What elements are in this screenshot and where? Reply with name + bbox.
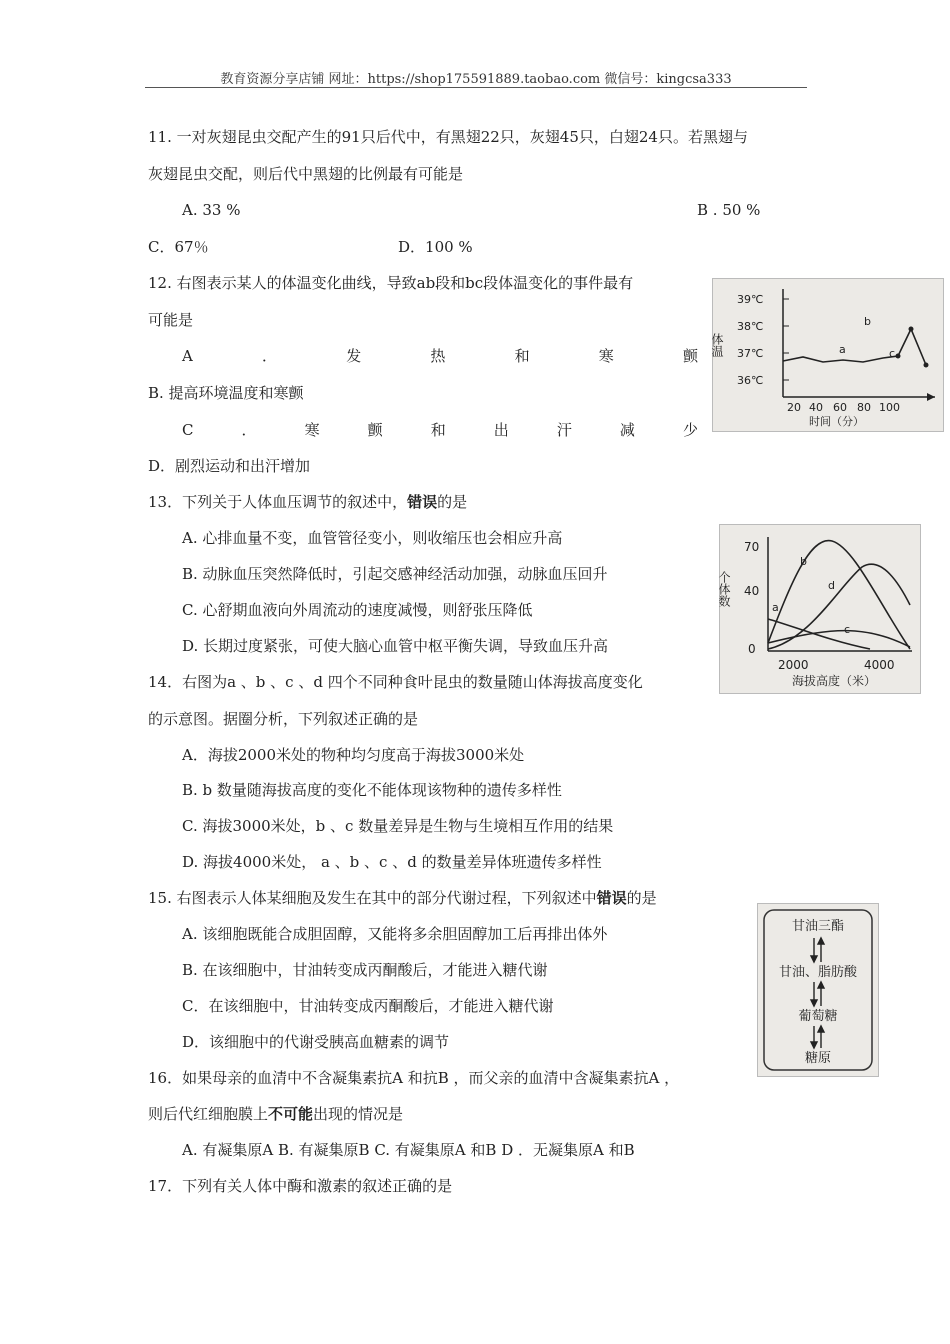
point-c-marker [924, 363, 929, 368]
q15-stem-bold: 错误 [596, 889, 627, 907]
q15-option-c: C．在该细胞中，甘油转变成丙酮酸后，才能进入糖代谢 [182, 997, 554, 1015]
q15-stem-pre: 15. 右图表示人体某细胞及发生在其中的部分代谢过程，下列叙述中 [148, 889, 597, 907]
alt-y-tick: 0 [748, 642, 756, 656]
q12-a-char: 寒 [598, 347, 614, 365]
temp-tick-label: 37℃ [737, 347, 764, 360]
q16-stem-line2 [148, 1104, 403, 1124]
page-header: 教育资源分享店铺 网址：https://shop175591889.taobao.com 微信号：kingcsa333 [220, 72, 732, 87]
q15-option-b: B. 在该细胞中，甘油转变成丙酮酸后，才能进入糖代谢 [182, 961, 548, 979]
temp-x-axis-label: 时间（分） [809, 415, 864, 428]
q17-stem-line1: 17．下列有关人体中酶和激素的叙述正确的是 [148, 1177, 453, 1195]
q12-c-char: C [182, 421, 194, 439]
q16-stem-pre: 则后代红细胞膜上 [148, 1105, 269, 1123]
q13-option-b: B. 动脉血压突然降低时，引起交感神经活动加强，动脉血压回升 [182, 565, 608, 583]
body-temperature-graph [710, 279, 943, 431]
q14-option-d: D. 海拔4000米处， a 、b 、c 、d 的数量差异体班遗传多样性 [182, 853, 602, 871]
alt-x-tick: 4000 [864, 658, 895, 672]
q15-stem [148, 888, 657, 908]
q12-c-char: 汗 [556, 421, 572, 439]
q12-c-char: 寒 [304, 421, 320, 439]
temp-tick-label: 36℃ [737, 374, 764, 387]
q16-stem-bold: 不可能 [268, 1105, 314, 1123]
q12-c-char: 少 [682, 421, 698, 439]
curve-c [768, 631, 910, 647]
q14-option-a: A．海拔2000米处的物种均匀度高于海拔3000米处 [182, 746, 525, 764]
q12-a-char: 和 [514, 347, 530, 365]
q11-stem-line2: 灰翅昆虫交配，则后代中黑翅的比例最有可能是 [148, 165, 464, 183]
curve-a-label: a [772, 601, 779, 614]
q12-c-char: 颤 [367, 421, 383, 439]
alt-x-tick: 2000 [778, 658, 809, 672]
q14-option-c: C. 海拔3000米处，b 、c 数量差异是生物与生境相互作用的结果 [182, 817, 614, 835]
q12-stem-line1: 12. 右图表示某人的体温变化曲线，导致ab段和bc段体温变化的事件最有 [148, 274, 634, 292]
q16-options: A. 有凝集原A B. 有凝集原B C. 有凝集原A 和B D ．无凝集原A 和B [182, 1141, 635, 1159]
altitude-insect-graph [717, 525, 920, 693]
q13-option-a: A. 心排血量不变，血管管径变小，则收缩压也会相应升高 [182, 529, 563, 547]
q12-stem-line2: 可能是 [148, 311, 194, 329]
q12-a-char: ． [262, 347, 278, 365]
glycogen-label: 糖原 [804, 1051, 832, 1066]
q11-option-d: D．100 % [398, 238, 473, 256]
curve-a [768, 619, 870, 649]
cell-metabolism-figure [757, 903, 879, 1077]
temp-x-tick: 80 [857, 401, 871, 414]
q12-a-char: 热 [430, 347, 446, 365]
glucose-label: 葡萄糖 [798, 1009, 838, 1024]
q12-option-c [182, 420, 698, 440]
point-a-label: a [839, 343, 846, 356]
q15-option-d: D．该细胞中的代谢受胰高血糖素的调节 [182, 1033, 450, 1051]
q12-a-char: A [182, 347, 193, 365]
temp-x-arrow [927, 393, 935, 401]
q12-c-char: 减 [619, 421, 635, 439]
q14-stem-line1: 14．右图为a 、b 、c 、d 四个不同种食叶昆虫的数量随山体海拔高度变化 [148, 673, 643, 691]
alt-x-axis-label: 海拔高度（米） [792, 674, 877, 688]
q12-option-d: D．剧烈运动和出汗增加 [148, 457, 311, 475]
cell-metabolism-diagram [758, 904, 878, 1076]
body-temperature-figure [712, 278, 944, 432]
q12-c-char: 出 [493, 421, 509, 439]
arrow-pair-3 [811, 1026, 824, 1048]
temp-x-tick: 60 [833, 401, 847, 414]
curve-d-label: d [828, 579, 835, 592]
temp-x-tick: 20 [787, 401, 801, 414]
temperature-curve [783, 329, 926, 365]
altitude-insect-figure [719, 524, 921, 694]
point-b-marker [909, 327, 914, 332]
arrow-pair-1 [811, 938, 824, 962]
q12-c-char: ． [241, 421, 257, 439]
curve-b-label: b [800, 555, 807, 568]
q13-option-d: D. 长期过度紧张，可使大脑心血管中枢平衡失调，导致血压升高 [182, 637, 609, 655]
alt-y-axis-label: 个体数 [717, 571, 731, 607]
q14-option-b: B. b 数量随海拔高度的变化不能体现该物种的遗传多样性 [182, 781, 562, 799]
curve-b [768, 541, 910, 649]
q13-stem-bold: 错误 [407, 493, 438, 511]
curve-d [768, 564, 910, 649]
q13-stem [148, 492, 467, 512]
q16-stem-line1: 16．如果母亲的血清中不含凝集素抗A 和抗B ，而父亲的血清中含凝集素抗A ， [148, 1069, 680, 1087]
q13-stem-post: 的是 [437, 493, 468, 511]
point-c-label: c [889, 347, 896, 360]
q11-stem-line1: 11. 一对灰翅昆虫交配产生的91只后代中，有黑翅22只，灰翅45只，白翅24只。若黑翅与 [148, 128, 748, 146]
q15-option-a: A. 该细胞既能合成胆固醇，又能将多余胆固醇加工后再排出体外 [182, 925, 608, 943]
cell-outline [764, 910, 872, 1070]
q15-stem-post: 的是 [626, 889, 657, 907]
q13-stem-pre: 13．下列关于人体血压调节的叙述中， [148, 493, 408, 511]
q12-a-char: 颤 [682, 347, 698, 365]
curve-c-label: c [844, 623, 851, 636]
alt-y-tick: 70 [744, 540, 760, 554]
q11-option-a: A. 33 % [182, 201, 241, 219]
q11-option-b: B . 50 % [697, 201, 761, 219]
q12-a-char: 发 [346, 347, 362, 365]
q11-option-c: C．67％ [148, 238, 209, 256]
temp-tick-label: 38℃ [737, 320, 764, 333]
q14-stem-line2: 的示意图。据圈分析，下列叙述正确的是 [148, 710, 419, 728]
arrow-pair-2 [811, 982, 824, 1006]
temp-x-tick: 40 [809, 401, 823, 414]
q16-stem-post: 出现的情况是 [313, 1105, 404, 1123]
q12-option-a [182, 346, 698, 366]
point-a-marker [896, 354, 901, 359]
triglyceride-label: 甘油三酯 [791, 919, 845, 934]
q12-c-char: 和 [430, 421, 446, 439]
temp-x-tick: 100 [879, 401, 900, 414]
header-divider [145, 87, 807, 88]
temp-tick-label: 39℃ [737, 293, 764, 306]
q12-option-b: B. 提高环境温度和寒颤 [148, 384, 304, 402]
temp-y-axis-label: 体温 [710, 333, 724, 357]
q13-option-c: C. 心舒期血液向外周流动的速度减慢，则舒张压降低 [182, 601, 533, 619]
glycerol-fatty-acid-label: 甘油、脂肪酸 [778, 965, 858, 980]
point-b-label: b [864, 315, 871, 328]
alt-y-tick: 40 [744, 584, 760, 598]
